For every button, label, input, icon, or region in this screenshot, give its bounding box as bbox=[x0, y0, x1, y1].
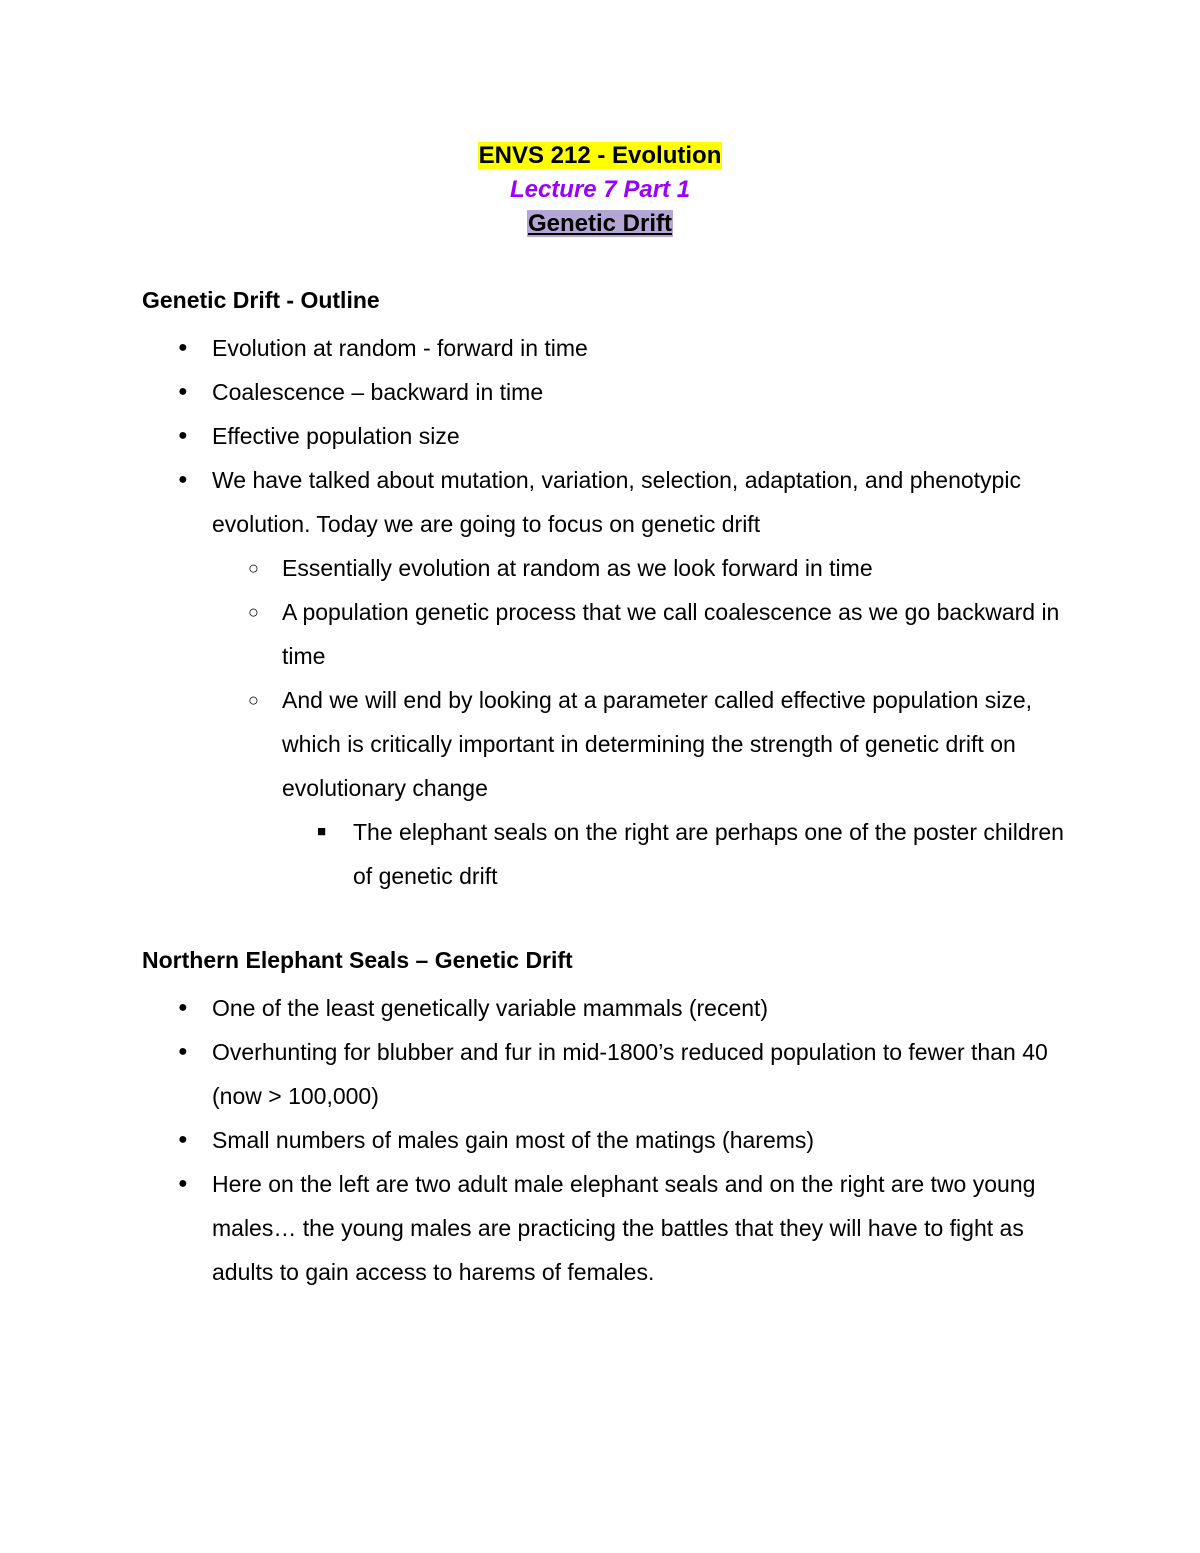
list-item bbox=[142, 986, 1072, 1030]
seals-list bbox=[142, 986, 1072, 1294]
list-item bbox=[142, 1162, 1072, 1294]
bullet-filled-circle: ● bbox=[178, 339, 188, 356]
list-item-text: Here on the left are two adult male elephant seals and on the right are two young males… the young males are practicing the battles that they will have to fight as adults to gain access to harems of females. bbox=[212, 1171, 1036, 1285]
list-item-text: Essentially evolution at random as we look forward in time bbox=[282, 555, 873, 581]
topic-title: Genetic Drift bbox=[527, 210, 673, 237]
list-item-text: Small numbers of males gain most of the matings (harems) bbox=[212, 1127, 815, 1153]
sub-sub-list-item bbox=[142, 810, 1072, 898]
bullet-filled-circle: ● bbox=[178, 999, 188, 1016]
course-title: ENVS 212 - Evolution bbox=[478, 142, 722, 169]
bullet-hollow-circle: ○ bbox=[248, 558, 259, 578]
sub-list-item bbox=[142, 678, 1072, 810]
list-item bbox=[142, 458, 1072, 546]
section-heading: Northern Elephant Seals – Genetic Drift bbox=[142, 947, 573, 973]
list-item-text: The elephant seals on the right are perhaps one of the poster children of genetic drift bbox=[353, 819, 1064, 889]
list-item bbox=[142, 1118, 1072, 1162]
list-item-text: A population genetic process that we call coalescence as we go backward in time bbox=[282, 599, 1060, 669]
bullet-filled-circle: ● bbox=[178, 1175, 188, 1192]
sub-list-item bbox=[142, 546, 1072, 590]
list-item-text: One of the least genetically variable mammals (recent) bbox=[212, 995, 769, 1021]
list-item bbox=[142, 370, 1072, 414]
list-item-text: And we will end by looking at a parameter called effective population size, which is critically important in determining the strength of genetic drift on evolutionary change bbox=[282, 687, 1033, 801]
bullet-filled-circle: ● bbox=[178, 427, 188, 444]
list-item-text: Overhunting for blubber and fur in mid-1800’s reduced population to fewer than 40 (now > 100,000) bbox=[212, 1039, 1048, 1109]
lecture-title: Lecture 7 Part 1 bbox=[509, 176, 691, 203]
outline-list bbox=[142, 326, 1072, 898]
bullet-filled-circle: ● bbox=[178, 1043, 188, 1060]
list-item bbox=[142, 1030, 1072, 1118]
list-item bbox=[142, 326, 1072, 370]
list-item-text: Evolution at random - forward in time bbox=[212, 335, 588, 361]
list-item bbox=[142, 414, 1072, 458]
sub-list-item bbox=[142, 590, 1072, 678]
bullet-filled-circle: ● bbox=[178, 1131, 188, 1148]
list-item-text: Effective population size bbox=[212, 423, 460, 449]
section-heading: Genetic Drift - Outline bbox=[142, 287, 380, 313]
bullet-hollow-circle: ○ bbox=[248, 690, 259, 710]
elephant-seals-section bbox=[142, 942, 1072, 1294]
document-header bbox=[0, 139, 1200, 241]
list-item-text: We have talked about mutation, variation, selection, adaptation, and phenotypic evolution. Today we are going to focus on genetic drift bbox=[212, 467, 1021, 537]
bullet-hollow-circle: ○ bbox=[248, 602, 259, 622]
outline-section bbox=[142, 282, 1072, 898]
list-item-text: Coalescence – backward in time bbox=[212, 379, 544, 405]
bullet-square: ■ bbox=[317, 823, 327, 840]
bullet-filled-circle: ● bbox=[178, 471, 188, 488]
bullet-filled-circle: ● bbox=[178, 383, 188, 400]
